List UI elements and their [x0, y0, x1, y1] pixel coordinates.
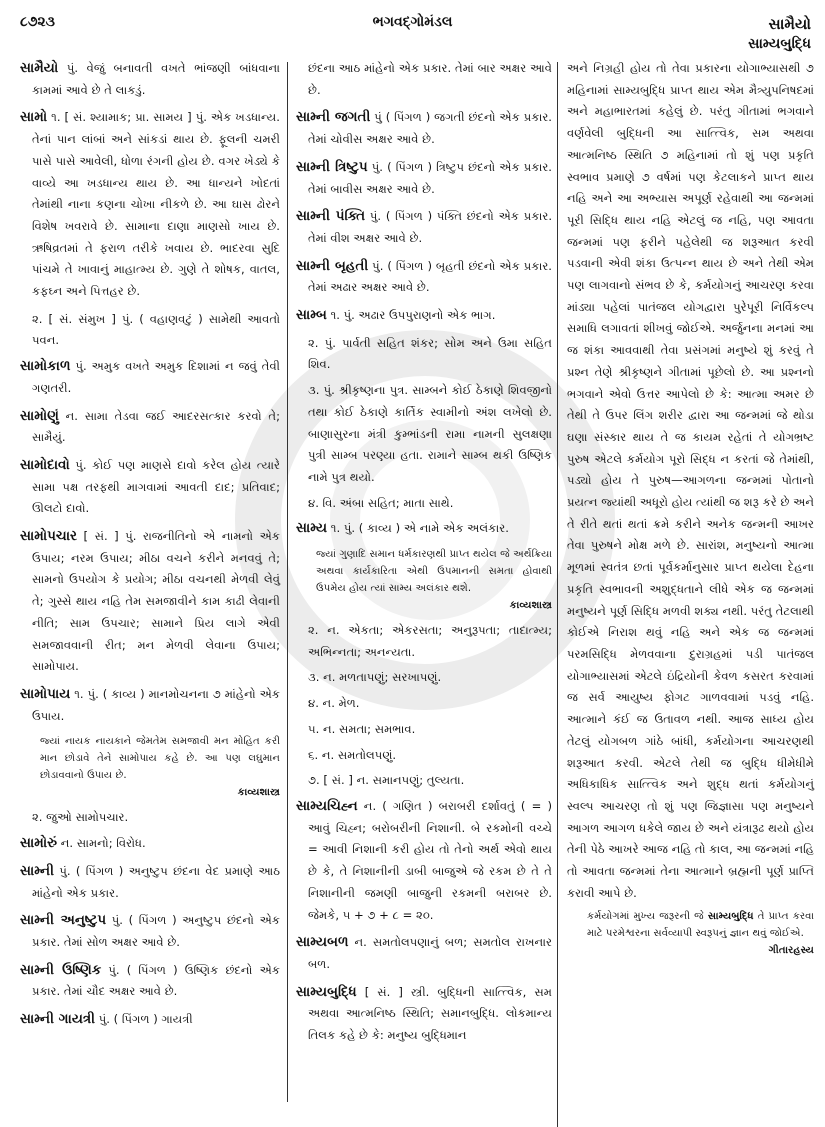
definition: પું. ( પિંગળ ) ઉષ્ણિક છંદનો એક પ્રકાર. તેમાં ચૌદ અક્ષર આવે છે. [32, 962, 280, 999]
dictionary-entry [20, 1009, 280, 1031]
quote-keyword: સામ્યબુદ્ધિ [707, 911, 754, 923]
definition: ૧. [ સં. શ્યામાક; પ્રા. સામય ] પું. એક ખડધાન્ય. તેનાં પાન લાંબાં અને સાંકડાં થાય છે. ફૂલની ચમરી પાસે પાસે આવેલી, ધોળા રંગની હોય છે. વગર ખેડ્યે કે વાવ્યે આ ખડધાન્ય થાય છે. આ ધાન્યને ખોદતાં તેમાંથી નાના કણના ચોખા નીકળે છે. આ ઘાસ ઢોરને વિશેષ ખવરાવે છે. સામાના દાણા માણસો ખાય છે. ઋષિવ્રતમાં તે ફરાળ તરીકે ખવાય છે. ભાદરવા સુદિ પાંચમે તે ખાવાનું માહાત્મ્ય છે. ગુણે તે શોષક, વાતલ, કફઘ્ન અને પિત્તહર છે. [32, 110, 280, 299]
dictionary-entry [296, 518, 552, 540]
dictionary-entry [20, 406, 280, 449]
definition: ન. ( ગણિત ) બરાબરી દર્શાવતું ( = ) આવું ચિહ્ન; બરોબરીની નિશાની. બે રકમોની વચ્ચે = આવી નિશાની કરી હોય તો તેનો અર્થ એવો થાય છે કે, તે નિશાનીની ડાબી બાજુએ જે રકમ છે તે તે નિશાનીની જમણી બાજુની રકમની બરાબર છે. જેમકે, ૫ + ૭ + ૮ = ૨૦. [308, 798, 552, 922]
definition: [ સં. ] પું. રાજનીતિનો એ નામનો એક ઉપાય; નરમ ઉપાય; મીઠા વચને કરીને મનવવું તે; સામનો ઉપયોગ કે પ્રયોગ; મીઠા વચનથી મેળવી લેવું તે; ગુસ્સે થાય નહિ તેમ સમજાવીને કામ કાઢી લેવાની નીતિ; સામ ઉપચાર; સામાને પ્રિય લાગે એવી સમજાવવાની રીત; મન મેળવી લેવાના ઉપાય; સામોપાય. [32, 529, 280, 674]
entry-continuation: છંદના આઠ માંહેનો એક પ્રકાર. તેમાં બાર અક્ષર આવે છે. [308, 61, 552, 97]
citation-quote: જ્યાં નાયક નાયકાને જેમતેમ સમજાવી મન મોહિત કરી માન છોડાવે તેને સામોપાય કહે છે. આ પણ લઘુમાન છોડાવવાનો ઉપાય છે. કાવ્યશાસ્ત્ર [20, 733, 280, 801]
headword: સામોરું [20, 835, 58, 852]
guide-word-last: સામ્યબુદ્ધિ [748, 36, 811, 52]
column-1 [20, 58, 280, 1037]
entry-sense: ૩. પું. શ્રીકૃષ્ણના પુત્ર. સામ્બને કોઈ ઠેકાણે શિવજીનો તથા કોઈ ઠેકાણે કાર્તિક સ્વામીનો અંશ લખેલો છે. બાણાસુરના મંત્રી કુમ્ભાંડની રામા નામની સુલક્ષણા પુત્રી સામ્બ પરણ્યા હતા. રામાને સામ્બ થકી ઉષ્ણિક નામે પુત્ર થયો. [308, 383, 552, 484]
citation-quote: જ્યાં ગુણાદિ સમાન ધર્મકારણથી પ્રાપ્ત થયેલ જે અર્થક્રિયા અથવા કાર્યકારિતા એથી ઉપમાનની સમતા હોવાથી ઉપમેય હોય ત્યાં સામ્ય અલંકાર થશે. કાવ્યશાસ્ત્ર [296, 546, 552, 614]
dictionary-entry [20, 107, 280, 302]
guide-word-first: સામૈયો [768, 15, 811, 33]
entry-sense: ૪. ન. મેળ. [308, 696, 360, 711]
headword: સામ્બ [296, 307, 327, 324]
definition: પું. વેજું બનાવતી વખતે ભાંજણી બાંધવાના કામમાં આવે છે તે લાકડું. [32, 61, 280, 97]
entry-sense: ૨. ન. એકતા; એકરસતા; અનુરૂપતા; તાદાત્મ્ય; અભિન્નતા; અનન્યતા. [308, 623, 552, 659]
dictionary-entry [20, 910, 280, 953]
headword: સામ્ની જગતી [296, 109, 371, 126]
definition: પું. ( પિંગળ ) અનુષ્ટુપ છંદના વેદ પ્રમાણે આઠ માંહેનો એક પ્રકાર. [32, 863, 280, 900]
definition: ૧. પું. ( કાવ્ય ) એ નામે એક અલંકાર. [327, 521, 509, 536]
definition: ન. સમતોલપણાનું બળ; સમતોલ રાખનાર બળ. [308, 935, 552, 971]
dictionary-entry [20, 526, 280, 678]
definition: ન. સામા તેડવા જઈ આદરસત્કાર કરવો તે; સામૈયું. [32, 408, 280, 445]
headword: સામ્ની ત્રિષ્ટુપ [296, 158, 368, 175]
dictionary-entry [296, 305, 552, 327]
dictionary-entry [20, 861, 280, 904]
page-number: ૮૭૨૩ [20, 14, 55, 30]
definition: [ સં. ] સ્ત્રી. બુદ્ધિની સાત્ત્વિક, સમ અથવા આત્મનિષ્ઠ સ્થિતિ; સમાનબુદ્ધિ. લોકમાન્ય તિલક કહે છે કે: મનુષ્ય બુદ્ધિમાન [308, 984, 552, 1043]
dictionary-entry [20, 58, 280, 101]
headword: સામ્ય [296, 520, 328, 537]
headword: સામ્ની [20, 862, 54, 879]
headword: સામ્યબુદ્ધિ [296, 983, 357, 1000]
entry-sense: ૨. [ સં. સંમુખ ] પું. ( વહાણવટું ) સામેથી આવતો પવન. [32, 311, 280, 348]
headword: સામ્ની પંક્તિ [296, 208, 366, 225]
entry-sense: ૬. ન. સમતોલપણું. [308, 747, 397, 762]
dictionary-entry [296, 256, 552, 299]
definition: ૧. પું. અઢાર ઉપપુરાણનો એક ભાગ. [326, 308, 496, 323]
column-3 [567, 58, 814, 965]
entry-sense: ૪. વિ. અંબા સહિત; માતા સાથે. [308, 495, 454, 510]
dictionary-entry [20, 833, 280, 855]
definition: પું. ( પિંગળ ) પંક્તિ છંદનો એક પ્રકાર. તેમાં વીશ અક્ષર આવે છે. [308, 209, 553, 245]
definition: પું. ( પિંગળ ) ગાયત્રી [95, 1012, 193, 1027]
column-divider [557, 62, 558, 1127]
definition: પું. અમુક વખતે અમુક દિશામાં ન જવું તેવી ગણતરી. [32, 359, 280, 395]
definition: પું. ( પિંગળ ) ત્રિષ્ટુપ છંદનો એક પ્રકાર. તેમાં બાવીસ અક્ષર આવે છે. [308, 159, 552, 196]
definition: પું. કોઈ પણ માણસે દાવો કરેલ હોય ત્યારે સામા પક્ષ તરફથી માગવામાં આવતી દાદ; પ્રતિવાદ; ઊલટો દાવો. [32, 457, 280, 516]
dictionary-entry [296, 157, 552, 200]
entry-continuation: અને નિગ્રહી હોય તો તેવા પ્રકારના યોગાભ્યાસથી ૭ મહિનામાં સામ્યબુદ્ધિ પ્રાપ્ત થાય એમ મૈત્ર્યુપનિષદમાં અને મહાભારતમાં કહેલું છે. પરંતુ ગીતામાં ભગવાને વર્ણવેલી બુદ્ધિની આ સાત્ત્વિક, સમ અથવા આત્મનિષ્ઠ સ્થિતિ ૭ મહિનામાં તો શું પણ પ્રકૃતિ સ્વભાવ પ્રમાણે ૭ વર્ષમાં પણ કેટલાકને પ્રાપ્ત થાય નહિ અને આ અભ્યાસ અપૂર્ણ રહેવાથી આ જન્મમાં પૂરી સિદ્ધિ થાય નહિ એટલું જ નહિ, પણ આવતા જન્મમાં પણ ફરીને પહેલેથી જ શરૂઆત કરવી પડવાની એવી શંકા ઉત્પન્ન થાય છે અને તેથી એમ પણ લાગવાનો સંભવ છે કે, કર્મયોગનું આચરણ કરવા માંડ્યા પહેલાં પાતંજલ યોગદ્વારા પુરેપૂરી નિર્વિકલ્પ સમાધિ લગાવતાં શીખવું જોઈએ. અર્જુનના મનમાં આ જ શંકા આવવાથી તેવા પ્રસંગમાં મનુષ્યે શું કરવું તે પ્રશ્ન તેણે શ્રીકૃષ્ણને ગીતામાં પૂછેલો છે. આ પ્રશ્નનો ભગવાને એવો ઉત્તર આપેલો છે કે: આત્મા અમર છે તેથી તે ઉપર લિંગ શરીર દ્વારા આ જન્મમાં જે થોડા ઘણા સંસ્કાર થાય તે જ કાયમ રહેતાં તે યોગભ્રષ્ટ પુરુષ એટલે કર્મયોગ પૂરો સિદ્ધ ન કરતાં જે તેમાંથી, પડ્યો હોય તે પુરુષ—આગળના જન્મમાં પોતાનો પ્રયત્ન જ્યાંથી અધૂરો હોય ત્યાંથી જ શરૂ કરે છે અને તે રીતે થતાં થતાં ક્રમે કરીને અનેક જન્મની આખર તેવા પુરુષને મોક્ષ મળે છે. સારાંશ, મનુષ્યનો આત્મા મૂળમાં સ્વતંત્ર છતાં પૂર્વકર્માનુસાર પ્રાપ્ત થયેલા દેહના પ્રકૃતિ સ્વભાવની અશુદ્ધતાને લીધે એક જ જન્મમાં મનુષ્યને પૂર્ણ સિદ્ધિ મળવી શક્ય નથી. પરંતુ તેટલાથી કોઈએ નિરાશ થવું નહિ અને એક જ જન્મમાં પરમસિદ્ધિ મેળવવાના દુરાગ્રહમાં પડી પાતંજલ યોગાભ્યાસમાં એટલે ઇંદ્રિયોની કેવળ કસરત કરવામાં જ સર્વ આયુષ્ય ફોગટ ગાળવવામાં પડવું નહિ. આત્માને કંઈ જ ઉતાવળ નથી. આજ સાધ્ય હોય તેટલું યોગબળ ગાંઠે બાંધી, કર્મયોગના આચરણથી શરૂઆત કરવી. એટલે તેથી જ બુદ્ધિ ધીમેધીમે અધિકાધિક સાત્ત્વિક અને શુદ્ધ થતાં કર્મયોગનું સ્વલ્પ આચરણ તો શું પણ જિજ્ઞાસા પણ મનુષ્યને આગળ આગળ ધકેલે જાય છે અને યંત્રારૂઢ થયો હોય તેની પેઠે આખરે આજ નહિ તો કાલ, આ જન્મમાં નહિ તો આવતા જન્મમાં તેના આત્માને બ્રહ્મની પૂર્ણ પ્રાપ્તિ કરાવી આપે છે. [567, 61, 814, 900]
entry-sense: ૭. [ સં. ] ન. સમાનપણું; તુલ્યતા. [308, 773, 465, 788]
book-title: ભગવદ્ગોમંડલ [372, 14, 453, 30]
headword: સામ્યચિહ્ન [296, 797, 358, 814]
page-header [0, 14, 825, 54]
dictionary-entry [296, 932, 552, 975]
dictionary-entry [296, 206, 552, 249]
dictionary-entry [20, 684, 280, 727]
headword: સામોદાવો [20, 456, 70, 473]
column-divider [287, 62, 288, 1102]
definition: પું. ( પિંગળ ) અનુષ્ટુપ છંદનો એક પ્રકાર. તેમાં સોળ અક્ષર આવે છે. [32, 913, 280, 949]
headword: સામો [20, 109, 48, 126]
headword: સામ્યબળ [296, 934, 349, 951]
dictionary-entry [20, 455, 280, 520]
headword: સામોણું [20, 407, 59, 424]
entry-sense: ૨. જુઓ સામોપચાર. [32, 810, 129, 825]
dictionary-entry [296, 982, 552, 1047]
headword: સામ્ની ઉષ્ણિક [20, 961, 102, 978]
column-2 [296, 58, 552, 1053]
definition: પું. ( પિંગળ ) બૃહતી છંદનો એક પ્રકાર. તેમાં અઢાર અક્ષર આવે છે. [308, 258, 552, 295]
headword: સામ્ની ગાયત્રી [20, 1011, 96, 1028]
dictionary-entry [296, 107, 552, 150]
dictionary-entry [20, 356, 280, 399]
headword: સામ્ની બૃહતી [296, 257, 369, 274]
definition: ન. સામનો; વિરોધ. [57, 836, 146, 851]
definition: પું ( પિંગળ ) જગતી છંદનો એક પ્રકાર. તેમાં ચોવીસ અક્ષર આવે છે. [308, 110, 552, 147]
headword: સામોકાળ [20, 358, 71, 375]
entry-sense: ૨. પું. પાર્વતી સહિત શંકર; સોમ અને ઉમા સહિત શિવ. [308, 335, 552, 372]
citation-source: કાવ્યશાસ્ત્ર [237, 787, 280, 799]
dictionary-entry [20, 960, 280, 1003]
citation-source: ગીતારહસ્ય [768, 945, 814, 957]
dictionary-entry [296, 796, 552, 926]
headword: સામ્ની અનુષ્ટુપ [20, 912, 107, 929]
citation-quote: કર્મયોગમાં મુખ્ય જરૂરની જે સામ્યબુદ્ધિ તે પ્રાપ્ત કરવા માટે પરમેશ્વરના સર્વવ્યાપી સ્વરૂપનું જ્ઞાન થવું જોઈએ. ગીતારહસ્ય [567, 908, 814, 959]
entry-sense: ૩. ન. મળતાપણું; સરખાપણું. [308, 670, 442, 685]
entry-sense: ૫. ન. સમતા; સમભાવ. [308, 721, 416, 736]
definition: ૧. પું. ( કાવ્ય ) માનમોચનના ૭ માંહેનો એક ઉપાય. [32, 686, 280, 723]
headword: સામોપાય [20, 685, 71, 702]
guide-words [748, 14, 811, 54]
citation-source: કાવ્યશાસ્ત્ર [509, 600, 552, 612]
headword: સામોપચાર [20, 528, 77, 545]
headword: સામૈયો [20, 60, 59, 76]
